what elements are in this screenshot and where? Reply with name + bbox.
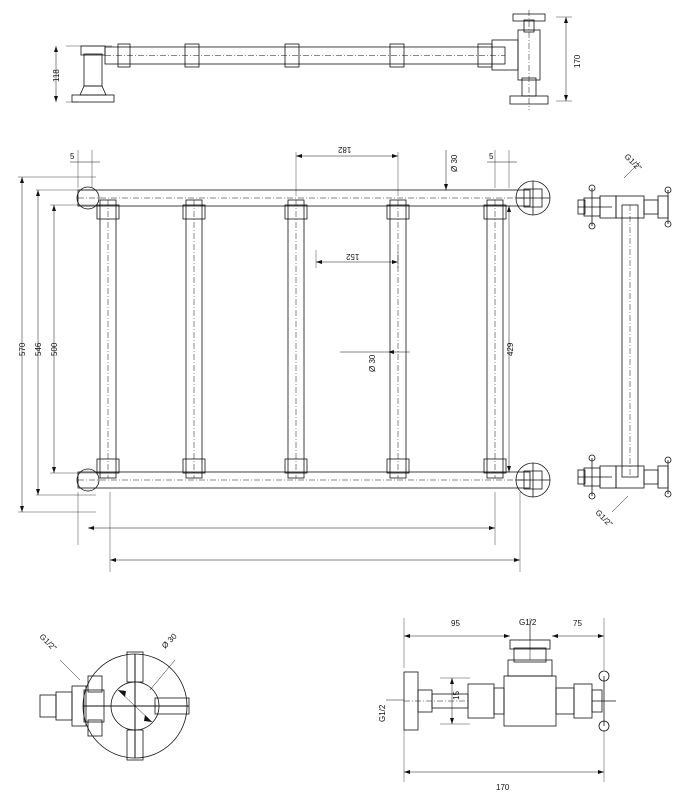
dim-front-152: 152 (346, 252, 360, 261)
dim-elev-95: 95 (451, 619, 460, 628)
valve-elevation-geometry (386, 618, 616, 782)
dim-elev-170: 170 (496, 783, 510, 792)
dim-elev-center-thread: G1/2 (519, 618, 537, 627)
dim-side-thread-bottom: G1/2" (593, 508, 615, 529)
dim-front-dia-mid: Ø 30 (368, 354, 377, 372)
dim-elev-15: 15 (452, 691, 461, 700)
dim-plan-diameter: Ø 30 (160, 631, 179, 651)
dim-side-thread-top: G1/2" (622, 152, 644, 173)
dim-front-edge-right-5: 5 (489, 152, 494, 161)
side-view-geometry (578, 162, 671, 512)
dim-front-182: 182 (338, 145, 352, 154)
dim-elev-left-thread: G1/2 (378, 704, 387, 722)
top-view-geometry (54, 10, 572, 110)
dim-front-edge-left-5: 5 (70, 152, 75, 161)
dim-plan-thread: G1/2" (37, 632, 59, 653)
valve-plan-geometry (40, 652, 189, 760)
dim-front-570: 570 (18, 342, 27, 356)
front-view-geometry (18, 150, 550, 572)
dim-front-546: 546 (34, 342, 43, 356)
dim-top-height-170: 170 (573, 54, 582, 68)
dim-elev-75: 75 (573, 619, 582, 628)
dim-front-500: 500 (50, 342, 59, 356)
dim-front-429: 429 (506, 342, 515, 356)
dim-front-dia-top: Ø 30 (450, 154, 459, 172)
dim-top-height-118: 118 (52, 69, 61, 82)
